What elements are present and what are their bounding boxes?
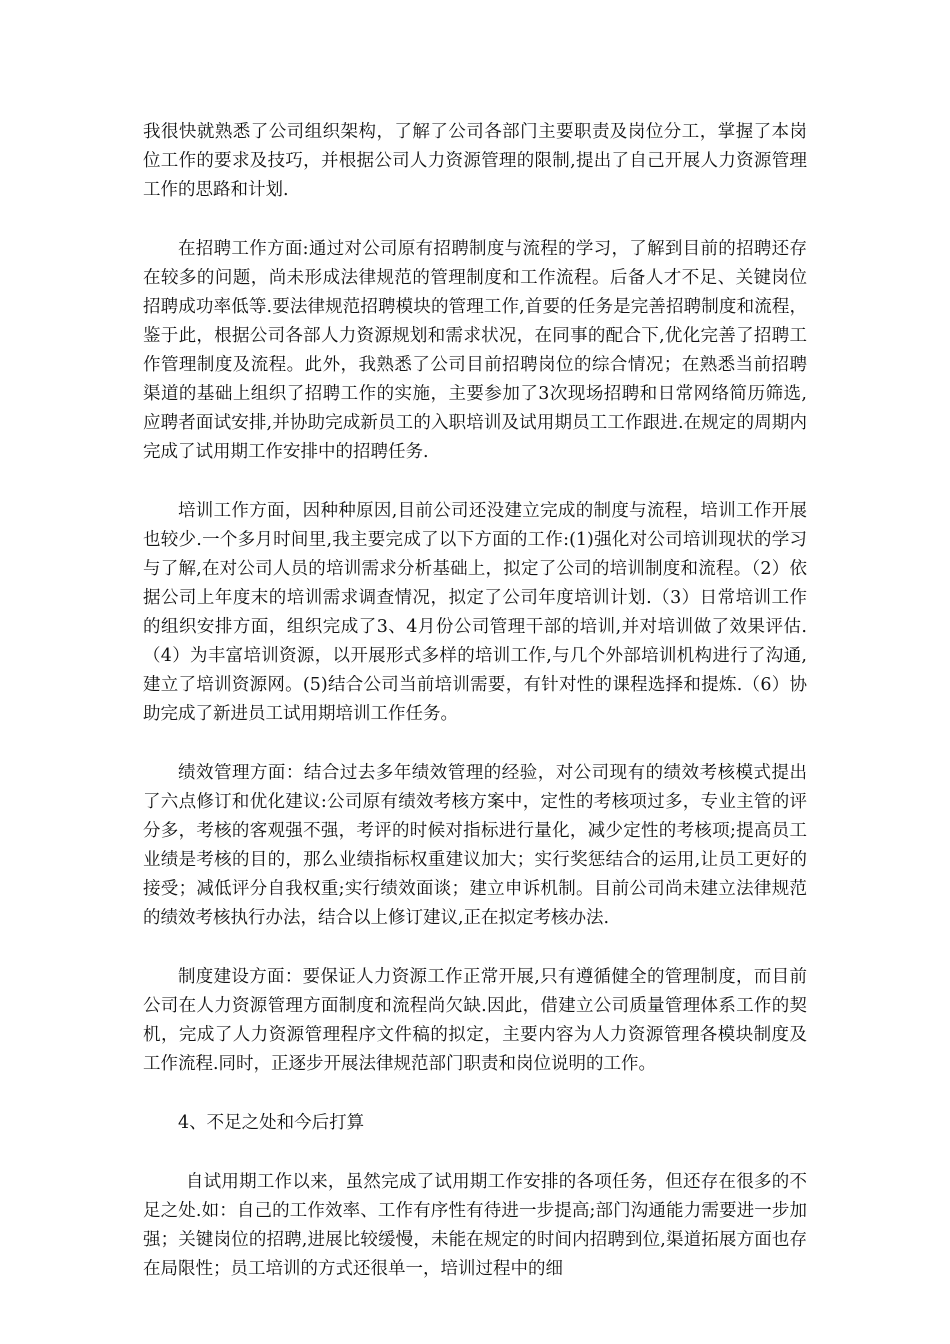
paragraph-intro-continuation: 我很快就熟悉了公司组织架构，了解了公司各部门主要职责及岗位分工，掌握了本岗位工作的要求及技巧，并根据公司人力资源管理的限制,提出了自己开展人力资源管理工作的思路和计划. [143,122,807,200]
paragraph-system-building: 制度建设方面：要保证人力资源工作正常开展,只有遵循健全的管理制度，而目前公司在人力资源管理方面制度和流程尚欠缺.因此，借建立公司质量管理体系工作的契机，完成了人力资源管理程序文件稿的拟定，主要内容为人力资源管理各模块制度及工作流程.同时，正逐步开展法律规范部门职责和岗位说明的工作。 [143,967,807,1074]
paragraph-performance: 绩效管理方面：结合过去多年绩效管理的经验，对公司现有的绩效考核模式提出了六点修订和优化建议:公司原有绩效考核方案中，定性的考核项过多，专业主管的评分多，考核的客观强不强，考评的时候对指标进行量化，减少定性的考核项;提高员工业绩是考核的目的，那么业绩指标权重建议加大；实行奖惩结合的运用,让员工更好的接受；减低评分自我权重;实行绩效面谈；建立申诉机制。目前公司尚未建立法律规范的绩效考核执行办法，结合以上修订建议,正在拟定考核办法. [143,763,807,928]
document-body [143,118,807,1314]
section-heading-shortcomings: 4、不足之处和今后打算 [178,1113,365,1133]
paragraph-shortcomings: 自试用期工作以来，虽然完成了试用期工作安排的各项任务，但还存在很多的不足之处.如：自己的工作效率、工作有序性有待进一步提高;部门沟通能力需要进一步加强；关键岗位的招聘,进展比较缓慢，未能在规定的时间内招聘到位,渠道拓展方面也存在局限性；员工培训的方式还很单一，培训过程中的细 [143,1172,807,1279]
paragraph-training: 培训工作方面，因种种原因,目前公司还没建立完成的制度与流程，培训工作开展也较少.一个多月时间里,我主要完成了以下方面的工作:(1)强化对公司培训现状的学习与了解,在对公司人员的培训需求分析基础上，拟定了公司的培训制度和流程。（2）依据公司上年度末的培训需求调查情况，拟定了公司年度培训计划.（3）日常培训工作的组织安排方面，组织完成了3、4月份公司管理干部的培训,并对培训做了效果评估.（4）为丰富培训资源，以开展形式多样的培训工作,与几个外部培训机构进行了沟通,建立了培训资源网。(5)结合公司当前培训需要，有针对性的课程选择和提炼.（6）协助完成了新进员工试用期培训工作任务。 [143,501,807,724]
paragraph-recruitment: 在招聘工作方面:通过对公司原有招聘制度与流程的学习，了解到目前的招聘还存在较多的问题，尚未形成法律规范的管理制度和工作流程。后备人才不足、关键岗位招聘成功率低等.要法律规范招聘模块的管理工作,首要的任务是完善招聘制度和流程，鉴于此，根据公司各部人力资源规划和需求状况，在同事的配合下,优化完善了招聘工作管理制度及流程。此外，我熟悉了公司目前招聘岗位的综合情况；在熟悉当前招聘渠道的基础上组织了招聘工作的实施，主要参加了3次现场招聘和日常网络简历筛选,应聘者面试安排,并协助完成新员工的入职培训及试用期员工工作跟进.在规定的周期内完成了试用期工作安排中的招聘任务. [143,239,807,462]
